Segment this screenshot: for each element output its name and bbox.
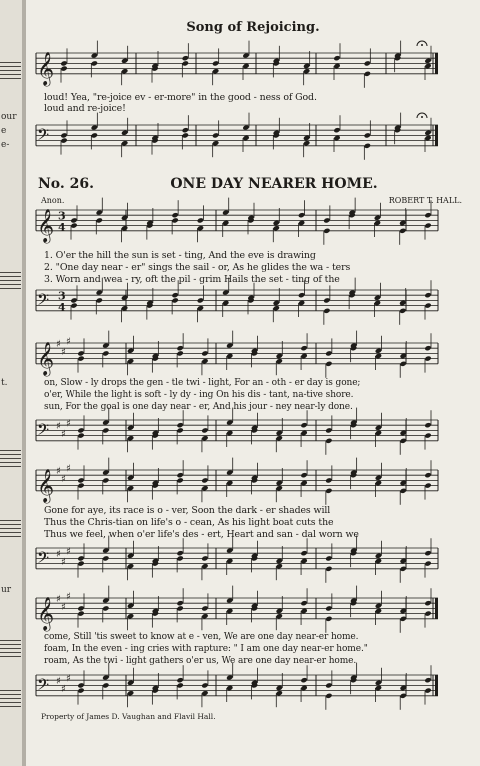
note-head xyxy=(276,353,283,359)
note-head xyxy=(273,305,280,311)
final-barline xyxy=(435,53,438,74)
key-signature-sharp: ♯ xyxy=(61,684,66,695)
note-head xyxy=(96,289,103,295)
note-head xyxy=(303,68,310,74)
time-signature: 4 xyxy=(58,300,66,314)
note-head xyxy=(127,348,134,354)
note-head xyxy=(102,469,109,475)
note-head xyxy=(300,353,307,359)
note-head xyxy=(127,435,134,441)
note-head xyxy=(102,547,109,553)
note-head xyxy=(300,472,307,478)
key-signature-sharp: ♯ xyxy=(56,676,61,688)
note-head xyxy=(201,690,208,696)
note-head xyxy=(60,60,67,66)
copyright-notice: Property of James D. Vaughan and Flavil Hall. xyxy=(41,712,216,721)
note-head xyxy=(77,682,84,688)
note-head xyxy=(201,682,208,688)
note-head xyxy=(325,488,332,494)
note-head xyxy=(182,60,189,66)
lyric-line: foam, In the even - ing cries with rapture: " I am one day near-er home." xyxy=(44,644,368,654)
previous-page-fragment: e xyxy=(1,126,7,136)
note-head xyxy=(222,289,229,295)
note-head xyxy=(298,300,305,306)
note-head xyxy=(91,132,98,138)
key-signature-sharp: ♯ xyxy=(66,546,71,558)
fermata xyxy=(421,116,423,118)
previous-page-staff xyxy=(0,450,21,470)
note-head xyxy=(276,613,283,619)
note-head xyxy=(201,427,208,433)
note-head xyxy=(375,685,382,691)
key-signature-sharp: ♯ xyxy=(66,591,71,603)
note-head xyxy=(374,215,381,221)
note-head xyxy=(201,563,208,569)
time-signature: 4 xyxy=(58,220,66,234)
note-head xyxy=(70,217,77,223)
note-head xyxy=(127,475,134,481)
note-head xyxy=(300,550,307,556)
note-head xyxy=(325,350,332,356)
bass-clef: 𝄢 xyxy=(37,675,50,698)
note-head xyxy=(276,435,283,441)
bass-clef: 𝄢 xyxy=(37,548,50,571)
previous-page-staff xyxy=(0,640,21,660)
note-head xyxy=(182,132,189,138)
note-head xyxy=(60,137,67,143)
note-head xyxy=(96,217,103,223)
note-head xyxy=(424,550,431,556)
previous-page-staff xyxy=(0,520,21,540)
note-head xyxy=(424,600,431,606)
note-head xyxy=(300,345,307,351)
note-head xyxy=(323,217,330,223)
lyric-line: loud! Yea, "re-joice ev - er-more" in the good - ness of God. xyxy=(44,92,317,103)
note-head xyxy=(176,422,183,428)
note-head xyxy=(242,52,249,58)
note-head xyxy=(242,63,249,69)
previous-page-fragment: ur xyxy=(1,585,12,595)
note-head xyxy=(424,610,431,616)
note-head xyxy=(333,127,340,133)
note-head xyxy=(300,608,307,614)
note-head xyxy=(176,472,183,478)
note-head xyxy=(77,560,84,566)
note-head xyxy=(298,220,305,226)
note-head xyxy=(176,427,183,433)
note-head xyxy=(375,430,382,436)
note-head xyxy=(276,685,283,691)
note-head xyxy=(201,477,208,483)
note-head xyxy=(424,222,431,228)
words-credit: Anon. xyxy=(41,196,65,205)
previous-page-fragment: e- xyxy=(1,140,10,150)
time-signature: 3 xyxy=(58,209,66,223)
note-head xyxy=(300,600,307,606)
note-head xyxy=(375,608,382,614)
note-head xyxy=(102,555,109,561)
fermata xyxy=(421,44,423,46)
note-head xyxy=(77,687,84,693)
note-head xyxy=(212,60,219,66)
note-head xyxy=(77,432,84,438)
note-head xyxy=(226,480,233,486)
note-head xyxy=(364,71,371,77)
note-head xyxy=(127,603,134,609)
note-head xyxy=(102,674,109,680)
note-head xyxy=(102,427,109,433)
note-head xyxy=(197,305,204,311)
note-head xyxy=(176,477,183,483)
note-head xyxy=(121,305,128,311)
note-head xyxy=(102,350,109,356)
note-head xyxy=(70,222,77,228)
note-head xyxy=(121,130,128,136)
note-head xyxy=(424,677,431,683)
note-head xyxy=(102,419,109,425)
note-head xyxy=(171,212,178,218)
note-head xyxy=(197,217,204,223)
note-head xyxy=(424,432,431,438)
note-head xyxy=(226,547,233,553)
final-barline xyxy=(435,125,438,146)
note-head xyxy=(424,482,431,488)
lyric-line: 3. Worn and wea - ry, oft the pil - grim Hails the set - ting of the xyxy=(44,274,340,285)
note-head xyxy=(176,550,183,556)
lyric-line: on, Slow - ly drops the gen - tle twi - light, For an - oth - er day is gone; xyxy=(44,378,361,388)
key-signature-sharp: ♯ xyxy=(61,429,66,440)
note-head xyxy=(201,358,208,364)
note-head xyxy=(226,469,233,475)
note-head xyxy=(399,300,406,306)
hymn-number: No. 26. xyxy=(38,176,94,192)
key-signature-sharp: ♯ xyxy=(66,418,71,430)
note-head xyxy=(273,300,280,306)
note-head xyxy=(77,477,84,483)
note-head xyxy=(226,430,233,436)
lyric-line: sun, For the goal is one day near - er, And his jour - ney near-ly done. xyxy=(44,402,353,412)
note-head xyxy=(325,566,332,572)
bass-clef: 𝄢 xyxy=(37,290,50,313)
note-head xyxy=(375,425,382,431)
bass-clef: 𝄢 xyxy=(37,125,50,148)
note-head xyxy=(91,60,98,66)
note-head xyxy=(77,610,84,616)
note-head xyxy=(121,225,128,231)
note-head xyxy=(242,124,249,130)
note-head xyxy=(333,63,340,69)
note-head xyxy=(424,560,431,566)
note-head xyxy=(323,297,330,303)
note-head xyxy=(226,685,233,691)
note-head xyxy=(375,480,382,486)
note-head xyxy=(127,680,134,686)
note-head xyxy=(182,55,189,61)
note-head xyxy=(201,613,208,619)
note-head xyxy=(127,553,134,559)
note-head xyxy=(364,60,371,66)
note-head xyxy=(375,348,382,354)
note-head xyxy=(276,690,283,696)
key-signature-sharp: ♯ xyxy=(61,346,66,358)
note-head xyxy=(375,553,382,559)
lyric-line: Gone for aye, its race is o - ver, Soon the dark - er shades will xyxy=(44,505,331,516)
note-head xyxy=(375,475,382,481)
note-head xyxy=(333,135,340,141)
note-head xyxy=(70,297,77,303)
note-head xyxy=(276,608,283,614)
note-head xyxy=(121,68,128,74)
key-signature-sharp: ♯ xyxy=(56,421,61,433)
treble-clef: 𝄞 xyxy=(37,207,55,242)
note-head xyxy=(176,345,183,351)
note-head xyxy=(298,212,305,218)
note-head xyxy=(325,361,332,367)
note-head xyxy=(102,477,109,483)
note-head xyxy=(222,300,229,306)
note-head xyxy=(399,228,406,234)
note-head xyxy=(325,477,332,483)
note-head xyxy=(102,597,109,603)
lyric-line: 2. "One day near - er" sings the sail - or, As he glides the wa - ters xyxy=(44,262,351,273)
note-head xyxy=(197,225,204,231)
note-head xyxy=(276,563,283,569)
note-head xyxy=(325,616,332,622)
note-head xyxy=(212,132,219,138)
treble-clef: 𝄞 xyxy=(37,595,55,630)
note-head xyxy=(127,425,134,431)
note-head xyxy=(364,132,371,138)
note-head xyxy=(273,225,280,231)
note-head xyxy=(171,297,178,303)
note-head xyxy=(424,302,431,308)
note-head xyxy=(60,65,67,71)
key-signature-sharp: ♯ xyxy=(66,673,71,685)
note-head xyxy=(171,292,178,298)
lyric-line: o'er, While the light is soft - ly dy - ing On his dis - tant, na-tive shore. xyxy=(44,390,354,400)
note-head xyxy=(201,555,208,561)
note-head xyxy=(102,682,109,688)
note-head xyxy=(127,690,134,696)
hymnal-page xyxy=(26,0,480,766)
note-head xyxy=(226,342,233,348)
note-head xyxy=(399,308,406,314)
note-head xyxy=(424,355,431,361)
note-head xyxy=(77,605,84,611)
note-head xyxy=(424,345,431,351)
lyric-line: Thus the Chris-tian on life's o - cean, As his light boat cuts the xyxy=(44,517,334,528)
lyric-line: 1. O'er the hill the sun is set - ting, And the eve is drawing xyxy=(44,250,316,261)
note-head xyxy=(77,355,84,361)
note-head xyxy=(276,430,283,436)
note-head xyxy=(77,427,84,433)
note-head xyxy=(127,613,134,619)
note-head xyxy=(276,485,283,491)
note-head xyxy=(303,135,310,141)
note-head xyxy=(424,130,431,136)
key-signature-sharp: ♯ xyxy=(61,473,66,485)
note-head xyxy=(375,558,382,564)
bass-clef: 𝄢 xyxy=(37,420,50,443)
key-signature-sharp: ♯ xyxy=(56,339,61,350)
note-head xyxy=(424,422,431,428)
note-head xyxy=(300,558,307,564)
note-head xyxy=(121,140,128,146)
note-head xyxy=(298,292,305,298)
note-head xyxy=(127,485,134,491)
note-head xyxy=(127,563,134,569)
note-head xyxy=(276,358,283,364)
note-head xyxy=(91,52,98,58)
note-head xyxy=(399,220,406,226)
note-head xyxy=(325,693,332,699)
final-barline xyxy=(435,598,438,619)
note-head xyxy=(60,132,67,138)
note-head xyxy=(300,430,307,436)
note-head xyxy=(226,608,233,614)
composer-credit: ROBERT T. HALL. xyxy=(388,196,462,205)
note-head xyxy=(77,482,84,488)
note-head xyxy=(77,555,84,561)
time-signature: 3 xyxy=(58,289,66,303)
note-head xyxy=(375,603,382,609)
note-head xyxy=(424,135,431,141)
note-head xyxy=(201,350,208,356)
note-head xyxy=(102,342,109,348)
note-head xyxy=(226,674,233,680)
key-signature-sharp: ♯ xyxy=(66,336,71,348)
note-head xyxy=(226,597,233,603)
note-head xyxy=(375,353,382,359)
note-head xyxy=(176,677,183,683)
note-head xyxy=(102,605,109,611)
song-title: Song of Rejoicing. xyxy=(186,20,320,35)
note-head xyxy=(325,605,332,611)
treble-clef: 𝄞 xyxy=(37,467,55,502)
note-head xyxy=(273,220,280,226)
note-head xyxy=(96,209,103,215)
note-head xyxy=(323,308,330,314)
key-signature-sharp: ♯ xyxy=(56,594,61,605)
note-head xyxy=(70,302,77,308)
previous-page-staff xyxy=(0,690,21,710)
note-head xyxy=(197,297,204,303)
previous-page-edge xyxy=(0,0,22,766)
previous-page-fragment: t. xyxy=(1,378,8,388)
hymn-title: ONE DAY NEARER HOME. xyxy=(170,176,378,192)
note-head xyxy=(176,682,183,688)
note-head xyxy=(201,435,208,441)
note-head xyxy=(300,677,307,683)
note-head xyxy=(226,419,233,425)
note-head xyxy=(77,350,84,356)
note-head xyxy=(303,63,310,69)
note-head xyxy=(226,353,233,359)
note-head xyxy=(176,600,183,606)
previous-page-fragment: our xyxy=(1,112,17,122)
final-barline xyxy=(435,675,438,696)
note-head xyxy=(176,350,183,356)
note-head xyxy=(127,358,134,364)
note-head xyxy=(201,605,208,611)
note-head xyxy=(212,140,219,146)
previous-page-staff xyxy=(0,62,21,82)
note-head xyxy=(121,215,128,221)
note-head xyxy=(303,140,310,146)
note-head xyxy=(325,438,332,444)
note-head xyxy=(325,682,332,688)
note-head xyxy=(374,295,381,301)
note-head xyxy=(325,555,332,561)
treble-clef: 𝄞 xyxy=(37,50,55,85)
note-head xyxy=(364,143,371,149)
note-head xyxy=(226,558,233,564)
note-head xyxy=(424,687,431,693)
note-head xyxy=(182,127,189,133)
note-head xyxy=(333,55,340,61)
note-head xyxy=(121,58,128,64)
lyric-line: come, Still 'tis sweet to know at e - ven, We are one day near-er home. xyxy=(44,632,359,642)
note-head xyxy=(300,422,307,428)
note-head xyxy=(176,605,183,611)
note-head xyxy=(300,685,307,691)
note-head xyxy=(375,680,382,686)
note-head xyxy=(212,68,219,74)
note-head xyxy=(424,472,431,478)
note-head xyxy=(201,485,208,491)
note-head xyxy=(91,124,98,130)
lyric-line: roam, As the twi - light gathers o'er us, We are one day near-er home. xyxy=(44,656,357,666)
key-signature-sharp: ♯ xyxy=(61,557,66,568)
previous-page-staff xyxy=(0,272,21,292)
key-signature-sharp: ♯ xyxy=(66,463,71,475)
note-head xyxy=(424,292,431,298)
note-head xyxy=(424,58,431,64)
note-head xyxy=(424,63,431,69)
note-head xyxy=(424,212,431,218)
lyric-line: loud and re-joice! xyxy=(44,103,126,114)
note-head xyxy=(374,300,381,306)
lyric-line: Thus we feel, when o'er life's des - ert, Heart and san - dal worn we xyxy=(44,529,359,540)
key-signature-sharp: ♯ xyxy=(56,549,61,561)
note-head xyxy=(242,135,249,141)
treble-clef: 𝄞 xyxy=(37,340,55,375)
note-head xyxy=(276,480,283,486)
note-head xyxy=(276,558,283,564)
key-signature-sharp: ♯ xyxy=(56,466,61,477)
key-signature-sharp: ♯ xyxy=(61,601,66,613)
note-head xyxy=(176,555,183,561)
note-head xyxy=(121,295,128,301)
note-head xyxy=(96,297,103,303)
note-head xyxy=(300,480,307,486)
note-head xyxy=(323,228,330,234)
note-head xyxy=(222,220,229,226)
note-head xyxy=(325,427,332,433)
note-head xyxy=(222,209,229,215)
note-head xyxy=(171,217,178,223)
note-head xyxy=(374,220,381,226)
